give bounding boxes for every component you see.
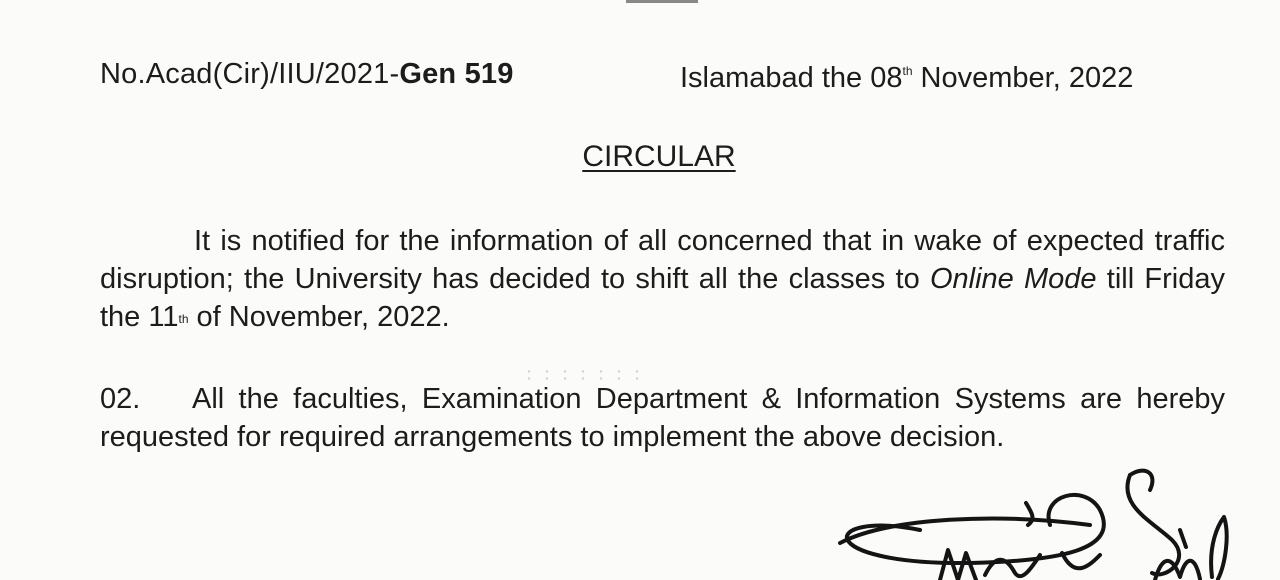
reference-prefix: No.Acad(Cir)/IIU/2021- — [100, 58, 400, 90]
date-prefix: Islamabad the 08 — [680, 62, 903, 94]
paragraph-number: 02. — [100, 383, 141, 415]
date-ordinal: th — [902, 64, 913, 78]
date-suffix: November, 2022 — [912, 62, 1134, 94]
paragraph-1-ordinal: th — [178, 312, 189, 326]
issue-date — [680, 62, 1133, 95]
paragraph-2-text: All the faculties, Examination Department & Information Systems are hereby requested for required arrangements to implement the above decision. — [100, 383, 1225, 453]
handwritten-signature-icon — [800, 455, 1240, 580]
online-mode-text: Online Mode — [929, 263, 1097, 295]
paragraph-1 — [100, 222, 1225, 336]
reference-code: Gen 519 — [399, 58, 514, 90]
reference-number — [100, 58, 514, 91]
document-title: CIRCULAR — [582, 140, 736, 173]
paragraph-1-part-3: of November, 2022. — [188, 301, 450, 333]
paragraph-2 — [100, 380, 1225, 456]
top-edge-mark — [626, 0, 698, 3]
paragraph-1-part-2: till Friday the 11 — [100, 263, 1225, 333]
paragraph-1-part-1: It is notified for the information of all concerned that in wake of expected traffic disruption; the University has decided to shift all the classes to — [100, 225, 1225, 295]
